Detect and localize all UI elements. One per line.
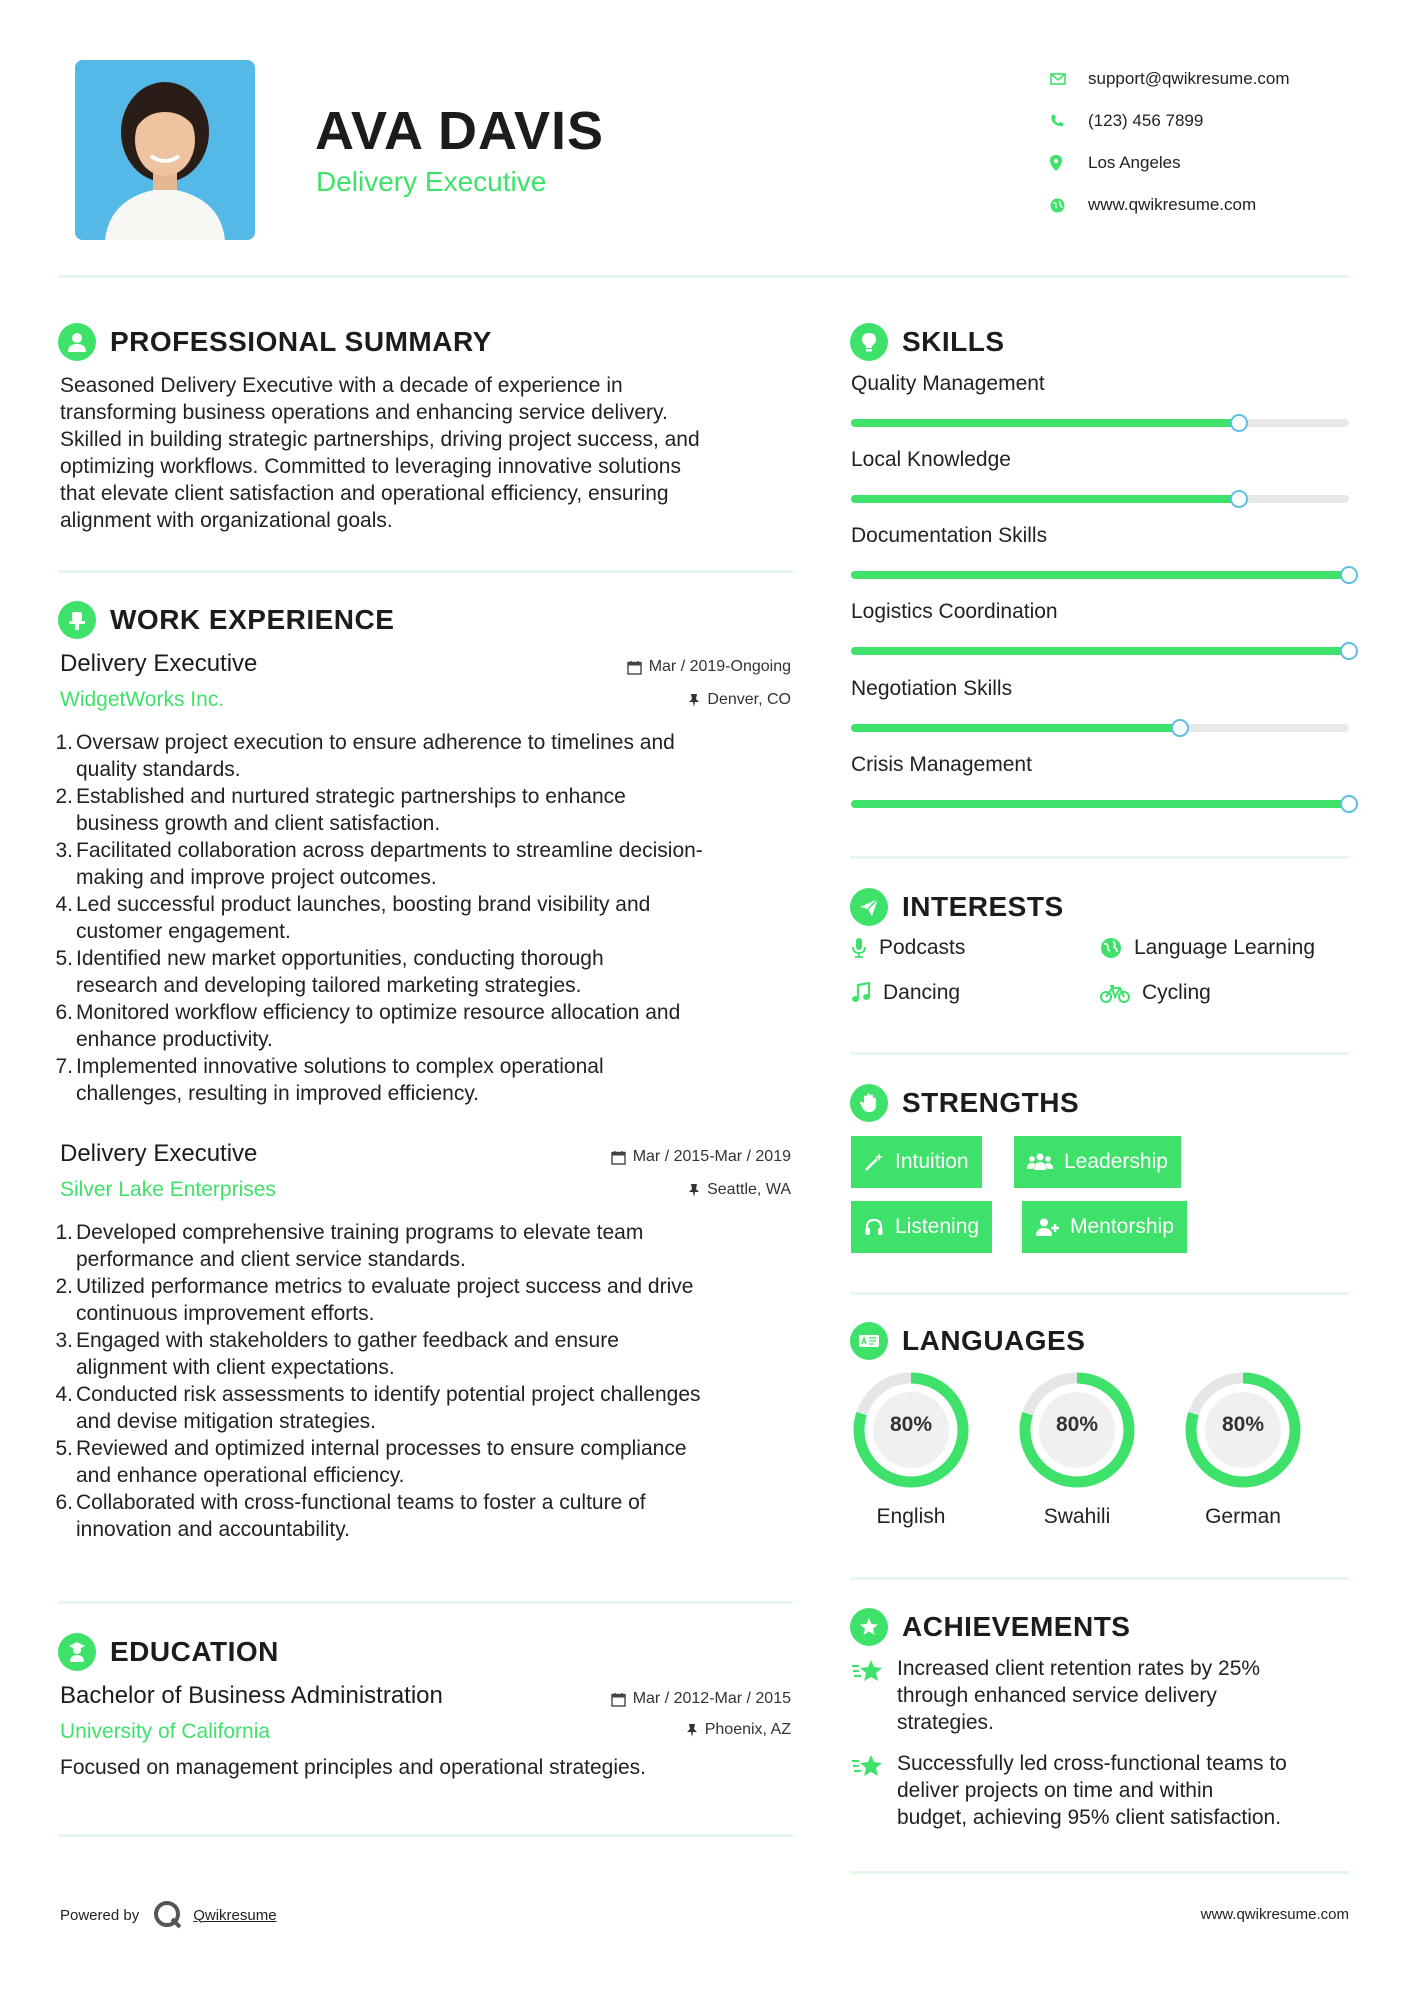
- list-text: innovation and accountability.: [76, 1518, 350, 1541]
- summary-line: alignment with organizational goals.: [60, 509, 393, 532]
- strength-tag: [851, 1136, 982, 1188]
- group-icon: [1027, 1152, 1053, 1172]
- headphones-icon: [864, 1217, 884, 1237]
- skill-bar-knob: [1340, 795, 1358, 813]
- skill-bar-knob: [1340, 642, 1358, 660]
- school-name: University of California: [60, 1720, 271, 1743]
- education-divider: [58, 1834, 793, 1837]
- education-date: [611, 1690, 791, 1708]
- skill-bar-fill: [851, 571, 1349, 579]
- summary-divider: [58, 570, 793, 573]
- list-text: Utilized performance metrics to evaluate project success and drive: [76, 1275, 694, 1298]
- summary-heading: [58, 323, 492, 361]
- job-date: [611, 1148, 791, 1166]
- list-text: and devise mitigation strategies.: [76, 1410, 376, 1433]
- achievement-line: budget, achieving 95% client satisfaction.: [897, 1806, 1282, 1829]
- education-location-text: Phoenix, AZ: [704, 1721, 791, 1738]
- list-item: [53, 999, 801, 1053]
- list-text: research and developing tailored marketing strategies.: [76, 974, 582, 997]
- calendar-icon: [611, 1692, 626, 1707]
- language-percent: 80%: [1221, 1413, 1265, 1436]
- skill-name: Documentation Skills: [851, 524, 1048, 547]
- achievements-title: ACHIEVEMENTS: [902, 1611, 1131, 1642]
- list-text: Developed comprehensive training programs to elevate team: [76, 1221, 644, 1244]
- achievement-text: [897, 1750, 1287, 1831]
- list-item: [53, 1327, 801, 1381]
- globe-icon: [1050, 198, 1088, 213]
- education-title: EDUCATION: [110, 1636, 279, 1667]
- candidate-role: Delivery Executive: [316, 166, 547, 197]
- list-number: 1.: [55, 731, 73, 754]
- strength-name: Intuition: [895, 1150, 969, 1173]
- summary-text: [60, 372, 800, 534]
- paper-plane-icon: [850, 888, 888, 926]
- education-description: Focused on management principles and operational strategies.: [60, 1756, 647, 1779]
- list-text: Implemented innovative solutions to complex operational: [76, 1055, 604, 1078]
- skills-title: SKILLS: [902, 326, 1005, 357]
- interest-item: [1100, 981, 1211, 1005]
- list-item: [53, 1053, 801, 1107]
- skill-name: Crisis Management: [851, 753, 1032, 776]
- pushpin-icon: [686, 1723, 698, 1738]
- strengths-title: STRENGTHS: [902, 1087, 1080, 1118]
- music-note-icon: [851, 982, 871, 1004]
- magic-wand-icon: [864, 1152, 884, 1172]
- languages-title: LANGUAGES: [902, 1325, 1086, 1356]
- job-company: Silver Lake Enterprises: [60, 1178, 276, 1201]
- powered-by-label: Powered by: [60, 1906, 140, 1924]
- experience-heading: [58, 601, 394, 639]
- contact-location-text: Los Angeles: [1088, 153, 1181, 172]
- skill-name: Local Knowledge: [851, 448, 1011, 471]
- list-text: alignment with client expectations.: [76, 1356, 395, 1379]
- list-item: [53, 1435, 801, 1489]
- skill-bar-knob: [1230, 490, 1248, 508]
- list-text: continuous improvement efforts.: [76, 1302, 375, 1325]
- pushpin-icon: [688, 693, 700, 708]
- skill-bar-knob: [1171, 719, 1189, 737]
- list-text: Established and nurtured strategic partnerships to enhance: [76, 785, 626, 808]
- list-number: 1.: [55, 1221, 73, 1244]
- education-location: [686, 1721, 791, 1739]
- list-item: [53, 1219, 801, 1273]
- interest-name: Language Learning: [1134, 936, 1316, 959]
- list-item: [53, 729, 801, 783]
- list-text: making and improve project outcomes.: [76, 866, 437, 889]
- skill-bar: [851, 800, 1349, 808]
- skill-item: [851, 677, 1349, 701]
- job-title: Delivery Executive: [60, 650, 258, 677]
- skill-bar-knob: [1230, 414, 1248, 432]
- calendar-icon: [627, 660, 642, 675]
- summary-line: that elevate client satisfaction and operational efficiency, ensuring: [60, 482, 669, 505]
- experience-divider: [58, 1601, 793, 1604]
- list-text: challenges, resulting in improved efficiency.: [76, 1082, 480, 1105]
- strength-name: Leadership: [1064, 1150, 1168, 1173]
- education-heading: [58, 1633, 279, 1671]
- job-location-text: Denver, CO: [707, 691, 791, 708]
- summary-line: optimizing workflows. Committed to leveraging innovative solutions: [60, 455, 681, 478]
- job-company: WidgetWorks Inc.: [60, 688, 225, 711]
- contact-email[interactable]: [1050, 58, 1380, 100]
- map-pin-icon: [1050, 155, 1088, 171]
- achievement-line: Increased client retention rates by 25%: [897, 1657, 1261, 1680]
- job-bullets: [53, 729, 801, 1107]
- job-location: [688, 691, 791, 709]
- skill-bar: [851, 647, 1349, 655]
- language-item: [850, 1369, 972, 1529]
- skill-name: Negotiation Skills: [851, 677, 1013, 700]
- list-text: Reviewed and optimized internal processes to ensure compliance: [76, 1437, 687, 1460]
- language-item: [1016, 1369, 1138, 1529]
- achievements-heading: [850, 1608, 1130, 1646]
- footer-website[interactable]: www.qwikresume.com: [1200, 1906, 1349, 1923]
- globe-icon: [1100, 937, 1122, 959]
- list-item: [53, 1381, 801, 1435]
- microphone-icon: [851, 937, 867, 959]
- summary-line: transforming business operations and enhancing service delivery.: [60, 401, 668, 424]
- list-number: 5.: [55, 947, 73, 970]
- brand-link[interactable]: Qwikresume: [193, 1906, 277, 1924]
- job-location: [688, 1181, 791, 1199]
- contact-website-text: www.qwikresume.com: [1088, 195, 1257, 214]
- list-text: customer engagement.: [76, 920, 291, 943]
- achievement-line: deliver projects on time and within: [897, 1779, 1214, 1802]
- skill-bar-fill: [851, 724, 1180, 732]
- list-item: [53, 945, 801, 999]
- envelope-icon: [1050, 73, 1088, 85]
- star-icon: [851, 1657, 885, 1685]
- strength-name: Listening: [895, 1215, 980, 1238]
- summary-line: Skilled in building strategic partnerships, driving project success, and: [60, 428, 700, 451]
- degree-title: Bachelor of Business Administration: [60, 1682, 443, 1709]
- skill-bar-knob: [1340, 566, 1358, 584]
- footer-powered-by: [60, 1898, 277, 1932]
- list-text: performance and client service standards.: [76, 1248, 466, 1271]
- qwikresume-logo-icon: [151, 1898, 185, 1932]
- bicycle-icon: [1100, 982, 1130, 1004]
- interests-heading: [850, 888, 1064, 926]
- summary-line: Seasoned Delivery Executive with a decade of experience in: [60, 374, 623, 397]
- strength-name: Mentorship: [1070, 1215, 1174, 1238]
- lightbulb-icon: [850, 323, 888, 361]
- list-number: 7.: [55, 1055, 73, 1078]
- contact-phone-text: (123) 456 7899: [1088, 111, 1204, 130]
- list-number: 4.: [55, 893, 73, 916]
- job-date-text: Mar / 2015-Mar / 2019: [632, 1148, 791, 1165]
- phone-icon: [1050, 114, 1088, 128]
- achievements-divider: [850, 1871, 1349, 1874]
- skill-item: [851, 753, 1349, 777]
- header-divider: [58, 275, 1349, 278]
- list-text: Engaged with stakeholders to gather feedback and ensure: [76, 1329, 619, 1352]
- briefcase-icon: [58, 601, 96, 639]
- interest-item: [851, 981, 960, 1005]
- list-text: Conducted risk assessments to identify potential project challenges: [76, 1383, 701, 1406]
- skills-heading: [850, 323, 1005, 361]
- list-text: business growth and client satisfaction.: [76, 812, 441, 835]
- interest-item: [851, 936, 965, 960]
- strengths-heading: [850, 1084, 1079, 1122]
- star-badge-icon: [850, 1608, 888, 1646]
- interest-name: Podcasts: [879, 936, 966, 959]
- list-number: 6.: [55, 1491, 73, 1514]
- job-title: Delivery Executive: [60, 1140, 258, 1167]
- job-date: [627, 658, 791, 676]
- achievement-item: [851, 1750, 1351, 1831]
- strength-tag: [1022, 1201, 1187, 1253]
- education-date-text: Mar / 2012-Mar / 2015: [632, 1690, 791, 1707]
- list-text: and enhance operational efficiency.: [76, 1464, 405, 1487]
- list-number: 4.: [55, 1383, 73, 1406]
- skill-name: Logistics Coordination: [851, 600, 1058, 623]
- skill-item: [851, 524, 1349, 548]
- list-number: 2.: [55, 1275, 73, 1298]
- language-name: Swahili: [1043, 1505, 1111, 1528]
- list-item: [53, 1273, 801, 1327]
- list-text: Led successful product launches, boosting brand visibility and: [76, 893, 651, 916]
- experience-title: WORK EXPERIENCE: [110, 604, 395, 635]
- language-percent: 80%: [1055, 1413, 1099, 1436]
- interest-name: Cycling: [1142, 981, 1211, 1004]
- skills-divider: [850, 856, 1349, 859]
- pushpin-icon: [688, 1183, 700, 1198]
- job-bullets: [53, 1219, 801, 1543]
- star-icon: [851, 1752, 885, 1780]
- skill-bar: [851, 495, 1349, 503]
- language-item: [1182, 1369, 1304, 1529]
- strength-tag: [1014, 1136, 1181, 1188]
- interest-item: [1100, 936, 1315, 960]
- job-location-text: Seattle, WA: [707, 1181, 791, 1198]
- list-item: [53, 891, 801, 945]
- skill-bar: [851, 571, 1349, 579]
- achievement-item: [851, 1655, 1351, 1736]
- list-item: [53, 837, 801, 891]
- list-item: [53, 1489, 801, 1543]
- languages-heading: [850, 1322, 1085, 1360]
- candidate-name: AVA DAVIS: [315, 101, 605, 161]
- list-number: 3.: [55, 839, 73, 862]
- list-text: enhance productivity.: [76, 1028, 273, 1051]
- list-text: Collaborated with cross-functional teams to foster a culture of: [76, 1491, 646, 1514]
- achievement-line: strategies.: [897, 1711, 994, 1734]
- user-icon: [58, 323, 96, 361]
- skill-bar-fill: [851, 647, 1349, 655]
- graduate-icon: [58, 1633, 96, 1671]
- list-number: 5.: [55, 1437, 73, 1460]
- skill-bar: [851, 724, 1349, 732]
- achievement-line: Successfully led cross-functional teams to: [897, 1752, 1287, 1775]
- interest-name: Dancing: [883, 981, 961, 1004]
- list-text: Facilitated collaboration across departments to streamline decision-: [76, 839, 703, 862]
- job-date-text: Mar / 2019-Ongoing: [648, 658, 791, 675]
- list-number: 2.: [55, 785, 73, 808]
- summary-title: PROFESSIONAL SUMMARY: [110, 326, 492, 357]
- contact-phone[interactable]: [1050, 100, 1380, 142]
- interests-divider: [850, 1052, 1349, 1055]
- skill-name: Quality Management: [851, 372, 1045, 395]
- skill-item: [851, 448, 1349, 472]
- list-item: [53, 783, 801, 837]
- achievement-line: through enhanced service delivery: [897, 1684, 1217, 1707]
- skill-bar-fill: [851, 495, 1239, 503]
- skill-item: [851, 372, 1349, 396]
- achievement-text: [897, 1655, 1260, 1736]
- contact-email-text: support@qwikresume.com: [1088, 69, 1290, 88]
- language-percent: 80%: [889, 1413, 933, 1436]
- list-text: Monitored workflow efficiency to optimize resource allocation and: [76, 1001, 681, 1024]
- language-card-icon: [850, 1322, 888, 1360]
- skill-item: [851, 600, 1349, 624]
- skill-bar: [851, 419, 1349, 427]
- hand-icon: [850, 1084, 888, 1122]
- list-text: Identified new market opportunities, conducting thorough: [76, 947, 604, 970]
- language-name: English: [876, 1505, 946, 1528]
- user-plus-icon: [1035, 1217, 1059, 1237]
- contact-list: [1050, 58, 1380, 226]
- languages-divider: [850, 1577, 1349, 1580]
- strengths-divider: [850, 1292, 1349, 1295]
- contact-location: [1050, 142, 1380, 184]
- list-number: 3.: [55, 1329, 73, 1352]
- list-number: 6.: [55, 1001, 73, 1024]
- language-name: German: [1205, 1505, 1281, 1528]
- profile-photo: [75, 60, 255, 240]
- list-text: quality standards.: [76, 758, 241, 781]
- skill-bar-fill: [851, 800, 1349, 808]
- strength-tag: [851, 1201, 992, 1253]
- list-text: Oversaw project execution to ensure adherence to timelines and: [76, 731, 675, 754]
- skill-bar-fill: [851, 419, 1239, 427]
- contact-website[interactable]: [1050, 184, 1380, 226]
- calendar-icon: [611, 1150, 626, 1165]
- interests-title: INTERESTS: [902, 891, 1064, 922]
